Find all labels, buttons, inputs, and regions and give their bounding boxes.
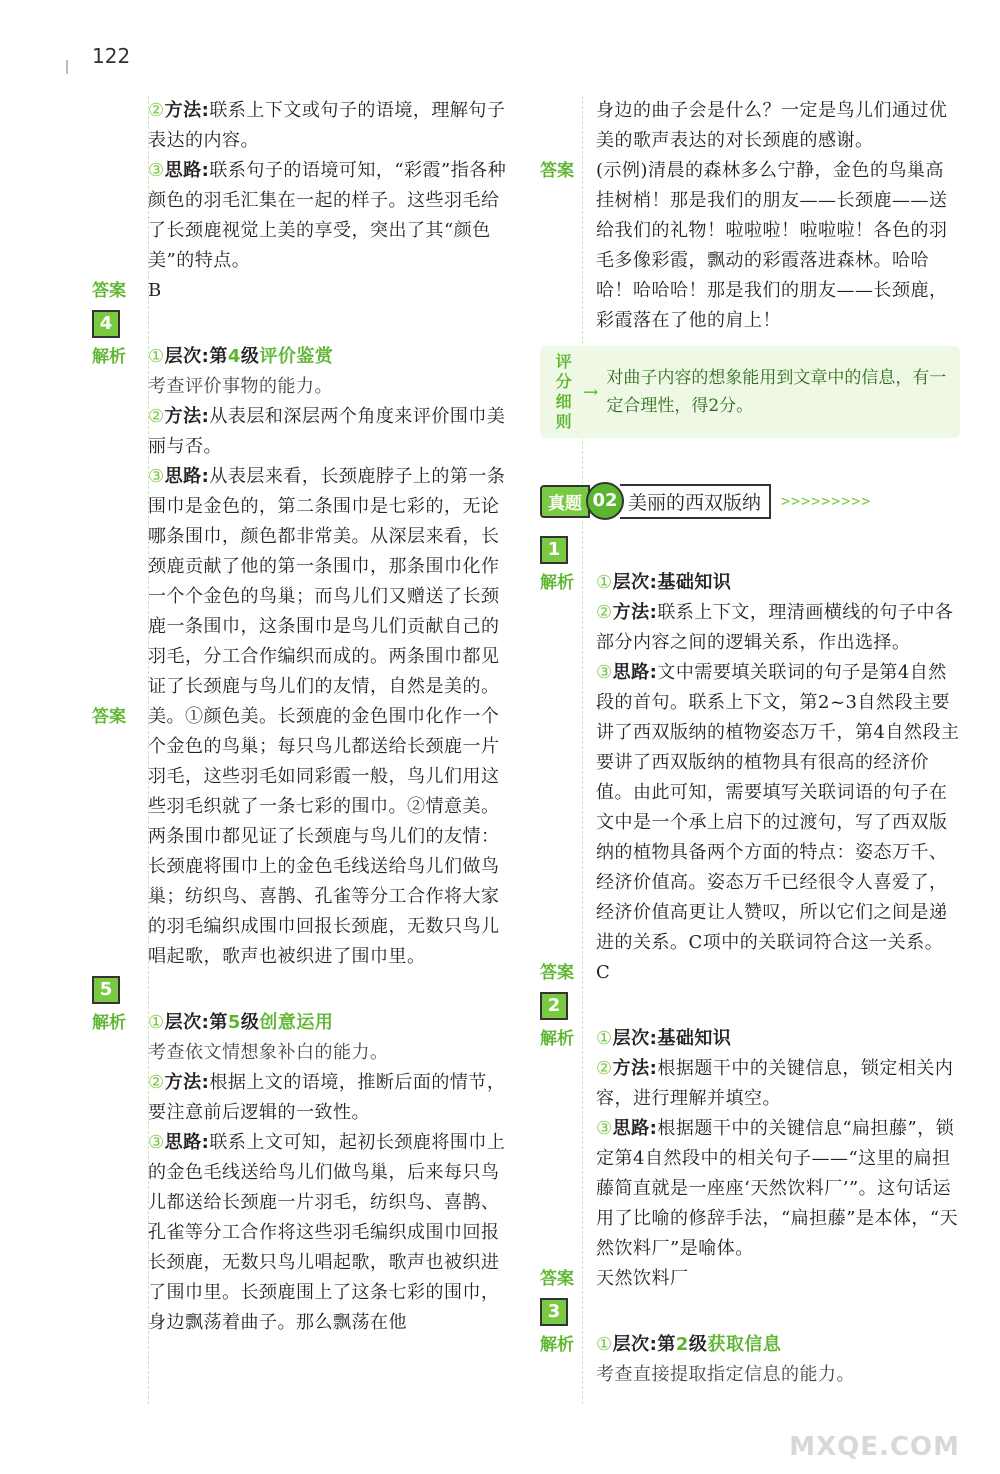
r-q2-number-badge: 2 bbox=[540, 988, 960, 1024]
r-q1-method: 联系上下文，理清画横线的句子中各部分内容之间的逻辑关系，作出选择。 bbox=[596, 602, 954, 653]
q4-answer-row: 答案 美。①颜色美。长颈鹿的金色围巾化作一个个金色的鸟巢；每只鸟儿都送给长颈鹿一片羽毛，这些羽毛如同彩霞一般，鸟儿们用这些羽毛织就了一条七彩的围巾。②情意美。两条围巾都见证了长颈鹿与鸟儿们的友情：长颈鹿将围巾上的金色毛线送给鸟儿们做鸟巢；纺织鸟、喜鹊、孔雀等分工合作将大家的羽毛编织成围巾回报长颈鹿，无数只鸟儿唱起歌，歌声也被织进了围巾里。 bbox=[92, 702, 512, 972]
r-q1-number-badge: 1 bbox=[540, 532, 960, 568]
q5-continued bbox=[540, 96, 960, 156]
q5-answer-row: 答案 (示例)清晨的森林多么宁静，金色的鸟巢高挂树梢！那是我们的朋友——长颈鹿——送给我们的礼物！啦啦啦！啦啦啦！各色的羽毛多像彩霞，飘动的彩霞落进森林。哈哈哈！哈哈哈！那是我们的朋友——长颈鹿，彩霞落在了他的肩上！ bbox=[540, 156, 960, 336]
q3-answer: B bbox=[148, 280, 162, 301]
r-q3-number-badge: 3 bbox=[540, 1294, 960, 1330]
q5-thinking: 联系上文可知，起初长颈鹿将围巾上的金色毛线送给鸟儿们做鸟巢，后来每只鸟儿都送给长颈鹿一片羽毛，纺织鸟、喜鹊、孔雀等分工合作将这些羽毛编织成围巾回报长颈鹿，无数只鸟儿唱起歌，歌声也被织进了围巾里。长颈鹿围上了这条七彩的围巾，身边飘荡着曲子。那么飘荡在他 bbox=[148, 1132, 506, 1333]
q4-answer: 美。①颜色美。长颈鹿的金色围巾化作一个个金色的鸟巢；每只鸟儿都送给长颈鹿一片羽毛，这些羽毛如同彩霞一般，鸟儿们用这些羽毛织就了一条七彩的围巾。②情意美。两条围巾都见证了长颈鹿与鸟儿们的友情：长颈鹿将围巾上的金色毛线送给鸟儿们做鸟巢；纺织鸟、喜鹊、孔雀等分工合作将大家的羽毛编织成围巾回报长颈鹿，无数只鸟儿唱起歌，歌声也被织进了围巾里。 bbox=[148, 706, 500, 967]
r-q2-answer: 天然饮料厂 bbox=[596, 1268, 689, 1289]
r-q2-answer-row: 答案 天然饮料厂 bbox=[540, 1264, 960, 1294]
q3-method: 联系上下文或句子的语境，理解句子表达的内容。 bbox=[148, 100, 506, 151]
page-number: 122 bbox=[92, 44, 131, 68]
q5-level-name: 创意运用 bbox=[259, 1012, 334, 1033]
q5-number-badge: 5 bbox=[92, 972, 512, 1008]
q5-thinking-cont: 身边的曲子会是什么？一定是鸟儿们通过优美的歌声表达的对长颈鹿的感谢。 bbox=[596, 100, 948, 151]
q4-level-desc: 考查评价事物的能力。 bbox=[148, 376, 333, 397]
r-q1-level: 基础知识 bbox=[657, 572, 732, 593]
q5-method: 根据上文的语境，推断后面的情节，要注意前后逻辑的一致性。 bbox=[148, 1072, 506, 1123]
q3-continued: ②方法:联系上下文或句子的语境，理解句子表达的内容。 ③思路:联系句子的语境可知，“彩霞”指各种颜色的羽毛汇集在一起的样子。这些羽毛给了长颈鹿视觉上美的享受，突出了其“颜色美”的特点。 bbox=[148, 100, 507, 271]
answer-tag: 答案 bbox=[92, 281, 126, 301]
r-q2-thinking: 根据题干中的关键信息“扁担藤”，锁定第4自然段中的相关句子——“这里的扁担藤简直就是一座座‘天然饮料厂’”。这句话运用了比喻的修辞手法，“扁担藤”是本体，“天然饮料厂”是喻体。 bbox=[596, 1118, 959, 1259]
q3-thinking: 联系句子的语境可知，“彩霞”指各种颜色的羽毛汇集在一起的样子。这些羽毛给了长颈鹿视觉上美的享受，突出了其“颜色美”的特点。 bbox=[148, 160, 507, 271]
scoring-rubric bbox=[540, 346, 960, 438]
section-number: 02 bbox=[586, 482, 624, 520]
watermark: MXQE.COM bbox=[789, 1432, 960, 1462]
r-q2-analysis: 解析 ①层次:基础知识 ②方法:根据题干中的关键信息，锁定相关内容，进行理解并填空。 ③思路:根据题干中的关键信息“扁担藤”，锁定第4自然段中的相关句子——“这里的扁担藤简直就是一座座‘天然饮料厂’”。这句话运用了比喻的修辞手法，“扁担藤”是本体，“天然饮料厂”是喻体。 bbox=[540, 1028, 959, 1259]
rubric-label: 评分 细则 bbox=[555, 352, 572, 431]
left-column bbox=[92, 96, 512, 1338]
r-q2-method: 根据题干中的关键信息，锁定相关内容，进行理解并填空。 bbox=[596, 1058, 954, 1109]
section-title: 美丽的西双版纳 bbox=[620, 484, 771, 519]
rubric-text: 对曲子内容的想象能用到文章中的信息，有一定合理性，得2分。 bbox=[606, 368, 947, 416]
q4-thinking: 从表层来看，长颈鹿脖子上的第一条围巾是金色的，第二条围巾是七彩的，无论哪条围巾，颜色都非常美。从深层来看，长颈鹿贡献了他的第一条围巾，那条围巾化作一个个金色的鸟巢；而鸟儿们又赠送了长颈鹿一条围巾，这条围巾是鸟儿们贡献自己的羽毛，分工合作编织而成的。两条围巾都见证了长颈鹿与鸟儿们的友情，自然是美的。 bbox=[148, 466, 506, 697]
q4-method: 从表层和深层两个角度来评价围巾美丽与否。 bbox=[148, 406, 506, 457]
q4-analysis: 解析 ①层次:第4级评价鉴赏 考查评价事物的能力。 ②方法:从表层和深层两个角度来评价围巾美丽与否。 ③思路:从表层来看，长颈鹿脖子上的第一条围巾是金色的，第二条围巾是七彩的，无论哪条围巾，颜色都非常美。从深层来看，长颈鹿贡献了他的第一条围巾，那条围巾化作一个个金色的鸟巢；而鸟儿们又赠送了长颈鹿一条围巾，这条围巾是鸟儿们贡献自己的羽毛，分工合作编织而成的。两条围巾都见证了长颈鹿与鸟儿们的友情，自然是美的。 bbox=[92, 342, 512, 702]
r-q1-answer: C bbox=[596, 962, 611, 983]
r-q2-level: 基础知识 bbox=[657, 1028, 732, 1049]
q5-level-desc: 考查依文情想象补白的能力。 bbox=[148, 1042, 389, 1063]
right-column bbox=[540, 96, 960, 1390]
q3-answer-row bbox=[92, 276, 512, 306]
r-q3-analysis: 解析 ①层次:第2级获取信息 考查直接提取指定信息的能力。 bbox=[540, 1330, 960, 1390]
r-q3-level-name: 获取信息 bbox=[707, 1334, 782, 1355]
r-q3-level-desc: 考查直接提取指定信息的能力。 bbox=[596, 1364, 855, 1385]
section-arrows: >>>>>>>>> bbox=[781, 492, 872, 510]
q5-answer: (示例)清晨的森林多么宁静，金色的鸟巢高挂树梢！那是我们的朋友——长颈鹿——送给我们的礼物！啦啦啦！啦啦啦！各色的羽毛多像彩霞，飘动的彩霞落进森林。哈哈哈！哈哈哈！那是我们的朋友——长颈鹿，彩霞落在了他的肩上！ bbox=[596, 160, 948, 331]
r-q1-answer-row: 答案 C bbox=[540, 958, 960, 988]
q5-analysis: 解析 ①层次:第5级创意运用 考查依文情想象补白的能力。 ②方法:根据上文的语境，推断后面的情节，要注意前后逻辑的一致性。 ③思路:联系上文可知，起初长颈鹿将围巾上的金色毛线送给鸟儿们做鸟巢，后来每只鸟儿都送给长颈鹿一片羽毛，纺织鸟、喜鹊、孔雀等分工合作将这些羽毛编织成围巾回报长颈鹿，无数只鸟儿唱起歌，歌声也被织进了围巾里。长颈鹿围上了这条七彩的围巾，身边飘荡着曲子。那么飘荡在他 bbox=[92, 1008, 512, 1338]
q4-number-badge: 4 bbox=[92, 306, 512, 342]
section-header bbox=[540, 482, 960, 520]
section-label: 真题 bbox=[540, 485, 590, 518]
r-q1-analysis: 解析 ①层次:基础知识 ②方法:联系上下文，理清画横线的句子中各部分内容之间的逻辑关系，作出选择。 ③思路:文中需要填关联词的句子是第4自然段的首句。联系上下文，第2~3自然段主要讲了西双版纳的植物姿态万千，第4自然段主要讲了西双版纳的植物具有很高的经济价值。由此可知，需要填写关联词语的句子在文中是一个承上启下的过渡句，写了西双版纳的植物具备两个方面的特点：姿态万千、经济价值高。姿态万千已经很令人喜爱了，经济价值高更让人赞叹，所以它们之间是递进的关系。C项中的关联词符合这一关系。 bbox=[540, 572, 960, 953]
analysis-tag: 解析 bbox=[92, 347, 126, 367]
r-q1-thinking: 文中需要填关联词的句子是第4自然段的首句。联系上下文，第2~3自然段主要讲了西双版纳的植物姿态万千，第4自然段主要讲了西双版纳的植物具有很高的经济价值。由此可知，需要填写关联词语的句子在文中是一个承上启下的过渡句，写了西双版纳的植物具备两个方面的特点：姿态万千、经济价值高。姿态万千已经很令人喜爱了，经济价值高更让人赞叹，所以它们之间是递进的关系。C项中的关联词符合这一关系。 bbox=[596, 662, 960, 953]
arrow-right-icon: → bbox=[583, 381, 599, 403]
q4-level-name: 评价鉴赏 bbox=[259, 346, 334, 367]
margin-mark bbox=[66, 60, 68, 74]
